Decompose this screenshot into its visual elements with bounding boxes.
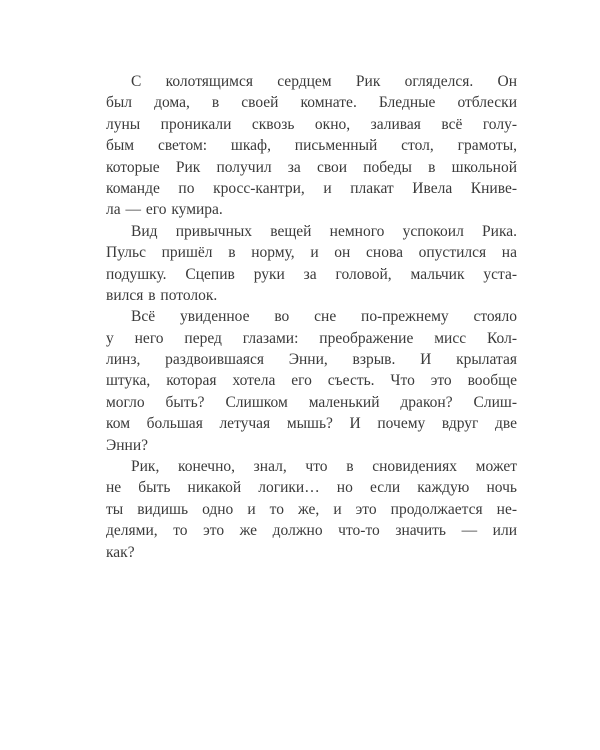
text-line: команде по кросс-кантри, и плакат Ивела Книве- — [106, 179, 517, 197]
text-line: штука, которая хотела его съесть. Что это вообще — [106, 372, 517, 390]
text-line: могло быть? Слишком маленький дракон? Слиш- — [106, 393, 517, 411]
text-line: Вид привычных вещей немного успокоил Рика. — [131, 222, 517, 240]
text-line: вился в потолок. — [106, 286, 218, 304]
paragraph — [106, 71, 517, 221]
text-line: С колотящимся сердцем Рик огляделся. Он — [131, 73, 517, 90]
text-line: подушку. Сцепив руки за головой, мальчик уста- — [106, 265, 517, 283]
text-line: которые Рик получил за свои победы в школьной — [106, 158, 517, 176]
text-line: у него перед глазами: преображение мисс Кол- — [106, 329, 517, 347]
text-line: Всё увиденное во сне по-прежнему стояло — [131, 308, 517, 326]
text-line: ком большая летучая мышь? И почему вдруг две — [106, 415, 517, 433]
paragraph — [106, 306, 517, 456]
text-line: Энни? — [106, 436, 148, 454]
text-line: ла — его кумира. — [106, 201, 223, 219]
paragraph — [106, 221, 517, 307]
text-line: Рик, конечно, знал, что в сновидениях может — [131, 458, 517, 476]
text-line: делями, то это же должно что-то значить — или — [106, 522, 517, 540]
text-line: линз, раздвоившаяся Энни, взрыв. И крылатая — [106, 351, 517, 369]
text-line: Пульс пришёл в норму, и он снова опустился на — [106, 244, 517, 262]
text-line: был дома, в своей комнате. Бледные отблески — [106, 94, 517, 112]
text-line: луны проникали сквозь окно, заливая всё голу- — [106, 115, 517, 133]
text-line: ты видишь одно и то же, и это продолжается не- — [106, 500, 517, 518]
paragraph — [106, 456, 517, 563]
text-line: как? — [106, 543, 135, 561]
book-page-text — [106, 71, 517, 563]
text-line: бым светом: шкаф, письменный стол, грамоты, — [106, 137, 517, 155]
text-line: не быть никакой логики… но если каждую ночь — [106, 479, 517, 497]
